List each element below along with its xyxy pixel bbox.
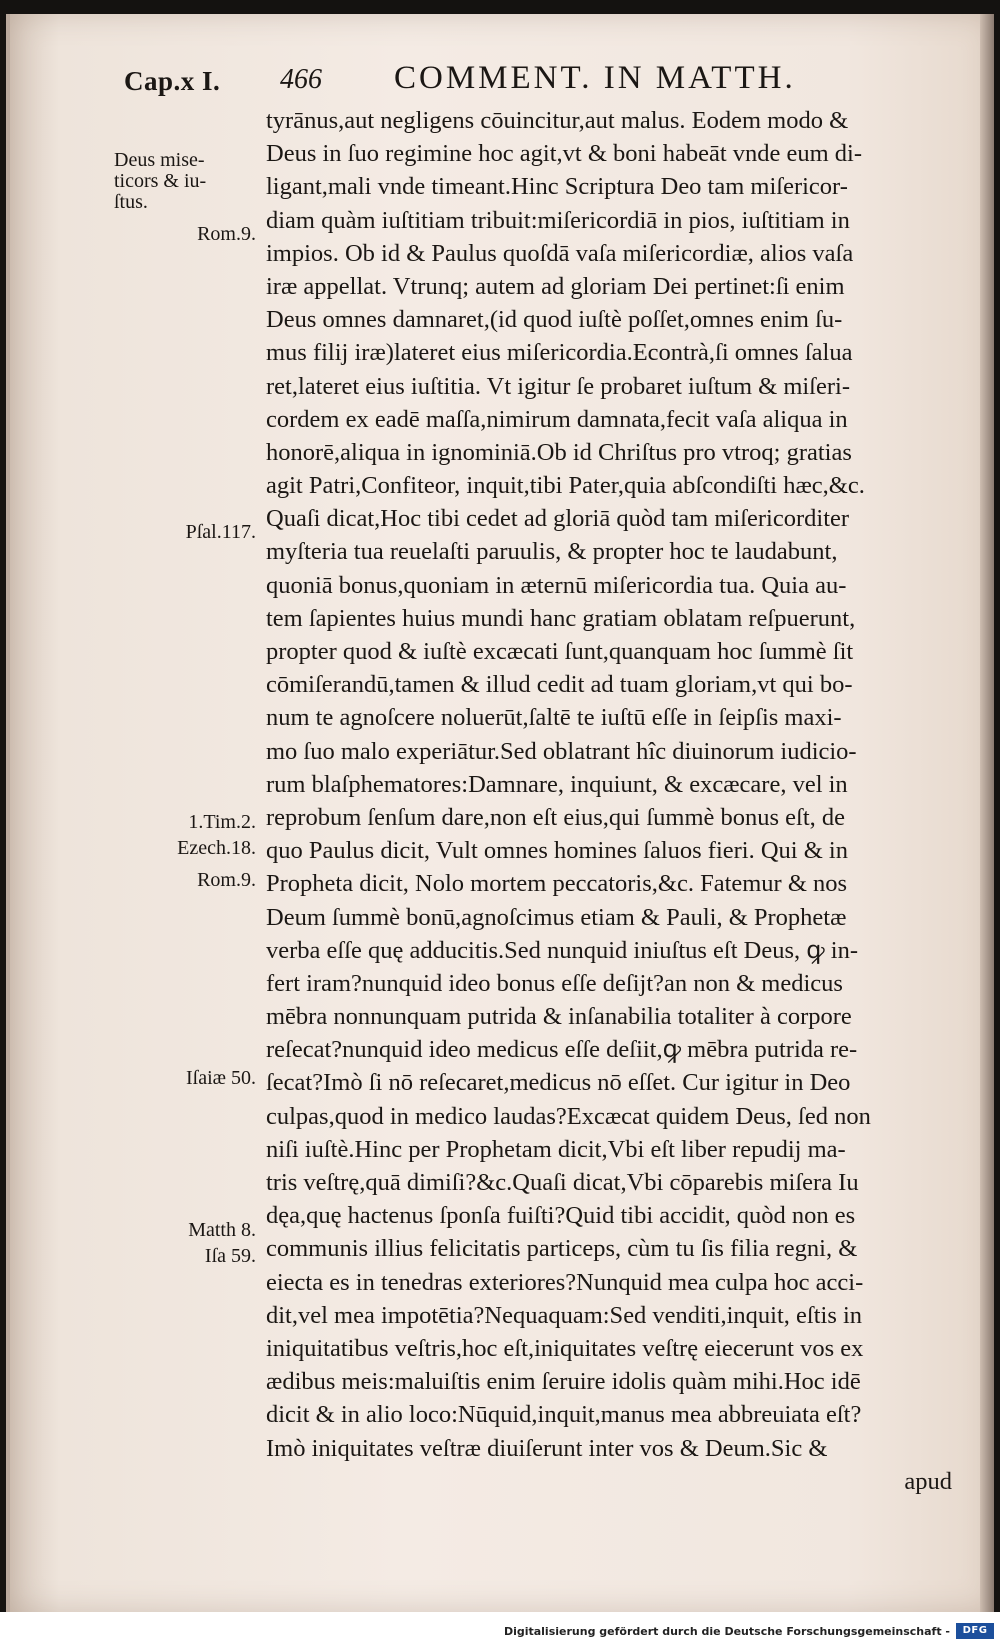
text-line: ret,lateret eius iuſtitia. Vt igitur ſe probaret iuſtum & miſeri-: [266, 372, 850, 400]
text-line: agit Patri,Confiteor, inquit,tibi Pater,quia abſcondiſti hæc,&c.: [266, 472, 865, 500]
text-line: niſi iuſtè.Hinc per Prophetam dicit,Vbi eſt liber repudij ma-: [266, 1135, 846, 1163]
text-line: communis illius felicitatis particeps, cùm tu ſis filia regni, &: [266, 1235, 858, 1263]
text-line: verba eſſe quę adducitis.Sed nunquid iniuſtus eſt Deus, ꝙ in-: [266, 936, 858, 964]
text-line: mus filij iræ)lateret eius miſericordia.Econtrà,ſi omnes ſalua: [266, 339, 853, 367]
body-text: [266, 104, 982, 1498]
text-line: propter quod & iuſtè excæcati ſunt,quanquam hoc ſummè ſit: [266, 638, 854, 665]
text-line: tem ſapientes huius mundi hanc gratiam oblatam reſpuerunt,: [266, 604, 856, 632]
marginal-line: ticors & iu-: [114, 170, 207, 192]
text-line: ſecat?Imò ſi nō reſecaret,medicus nō eſſet. Cur igitur in Deo: [266, 1069, 851, 1097]
marginal-note-tim: [140, 812, 256, 832]
text-line: iræ appellat. Vtrunq; autem ad gloriam Dei pertinet:ſi enim: [266, 272, 845, 300]
running-title: COMMENT. IN MATTH.: [394, 60, 796, 96]
marginal-line: Iſa 59.: [204, 1245, 256, 1267]
text-line: Imò iniquitates veſtræ diuiſerunt inter vos & Deum.Sic &: [266, 1434, 828, 1462]
text-line: mēbra nonnunquam putrida & inſanabilia totaliter à corpore: [266, 1003, 852, 1031]
text-line: dęa,quę hactenus ſponſa fuiſti?Quid tibi accidit, quòd non es: [266, 1202, 856, 1230]
text-line: diam quàm iuſtitiam tribuit:miſericordiā in pios, iuſtitiam in: [266, 206, 850, 234]
marginal-note-deus: [114, 150, 206, 213]
text-line: Quaſi dicat,Hoc tibi cedet ad gloriā quòd tam miſericorditer: [266, 505, 850, 533]
text-line: myſteria tua reuelaſti paruulis, & propter hoc te laudabunt,: [266, 538, 838, 566]
marginal-line: Rom.9.: [197, 223, 256, 245]
marginal-line: Rom.9.: [197, 869, 256, 891]
text-line: fert iram?nunquid ideo bonus eſſe deſijt?an non & medicus: [266, 969, 843, 997]
marginal-line: ſtus.: [114, 191, 148, 213]
text-line: Deus omnes damnaret,(id quod iuſtè poſſet,omnes enim ſu-: [266, 306, 843, 334]
page-number: 466: [280, 64, 322, 95]
text-line: rum blaſphematores:Damnare, inquiunt, & excæcare, vel in: [266, 770, 848, 798]
marginal-line: Ezech.18.: [177, 837, 256, 859]
text-line: mo ſuo malo experiātur.Sed oblatrant hîc diuinorum iudicio-: [266, 737, 857, 765]
text-line: quo Paulus dicit, Vult omnes homines ſaluos fieri. Qui & in: [266, 837, 848, 865]
funding-credit: Digitalisierung gefördert durch die Deutsche Forschungsgemeinschaft -: [503, 1625, 950, 1638]
marginal-note-matth: [160, 1220, 256, 1240]
page-edge-shadow: [980, 14, 994, 1612]
marginal-note-isaiae: [160, 1068, 256, 1088]
text-line: tyrānus,aut negligens cōuincitur,aut malus. Eodem modo &: [266, 107, 849, 134]
text-line: num te agnoſcere noluerūt,ſaltē te iuſtū eſſe in ſeipſis maxi-: [266, 704, 842, 732]
digitization-footer: [0, 1612, 1000, 1647]
text-line: dit,vel mea impotētia?Nequaquam:Sed venditi,inquit, eſtis in: [266, 1301, 863, 1329]
marginal-line: 1.Tim.2.: [188, 811, 256, 833]
text-line: ædibus meis:maluiſtis enim ſeruire idolis quàm mihi.Hoc idē: [266, 1368, 861, 1396]
marginal-note-rom9: [160, 224, 256, 244]
text-line: cōmiſerandū,tamen & illud cedit ad tuam gloriam,vt qui bo-: [266, 671, 853, 699]
catchword: apud: [904, 1467, 952, 1495]
text-line: impios. Ob id & Paulus quoſdā vaſa miſericordiæ, alios vaſa: [266, 239, 854, 267]
text-line: honorē,aliqua in ignominiā.Ob id Chriſtus pro vtroq; gratias: [266, 438, 852, 466]
text-line: eiecta es in tenedras exteriores?Nunquid mea culpa hoc acci-: [266, 1268, 864, 1296]
text-line: culpas,quod in medico laudas?Excæcat quidem Deus, ſed non: [266, 1102, 871, 1130]
text-line: iniquitatibus veſtris,hoc eſt,iniquitates veſtrę eiecerunt vos ex: [266, 1334, 864, 1362]
chapter-label: Cap.x I.: [124, 66, 221, 96]
text-line: cordem ex eadē maſſa,nimirum damnata,fecit vaſa aliqua in: [266, 405, 848, 433]
marginal-note-ezech: [140, 838, 256, 858]
text-line: Propheta dicit, Nolo mortem peccatoris,&c. Fatemur & nos: [266, 870, 848, 898]
marginal-note-psal: [160, 522, 256, 542]
text-line: Deus in ſuo regimine hoc agit,vt & boni habeāt vnde eum di-: [266, 140, 863, 168]
book-page: [6, 14, 994, 1612]
marginal-line: Matth 8.: [188, 1219, 256, 1241]
dfg-logo-icon[interactable]: DFG: [956, 1623, 994, 1639]
text-line: dicit & in alio loco:Nūquid,inquit,manus mea abbreuiata eſt?: [266, 1401, 862, 1429]
text-line: Deum ſummè bonū,agnoſcimus etiam & Pauli, & Prophetæ: [266, 903, 847, 931]
text-line: reſecat?nunquid ideo medicus eſſe deſiit,ꝙ mēbra putrida re-: [266, 1036, 858, 1064]
marginal-note-isa: [160, 1246, 256, 1266]
text-line: reprobum ſenſum dare,non eſt eius,qui ſummè bonus eſt, de: [266, 803, 846, 831]
text-line: tris veſtrę,quā dimiſi?&c.Quaſi dicat,Vbi cōparebis miſera Iu: [266, 1169, 859, 1196]
running-head: [10, 14, 994, 96]
marginal-line: Pſal.117.: [185, 521, 256, 543]
marginal-note-rom9-b: [160, 870, 256, 890]
marginal-line: Iſaiæ 50.: [186, 1067, 256, 1089]
marginal-line: Deus mise-: [114, 149, 205, 171]
text-line: ligant,mali vnde timeant.Hinc Scriptura Deo tam miſericor-: [266, 173, 848, 201]
text-line: quoniā bonus,quoniam in æternū miſericordia tua. Quia au-: [266, 571, 847, 599]
